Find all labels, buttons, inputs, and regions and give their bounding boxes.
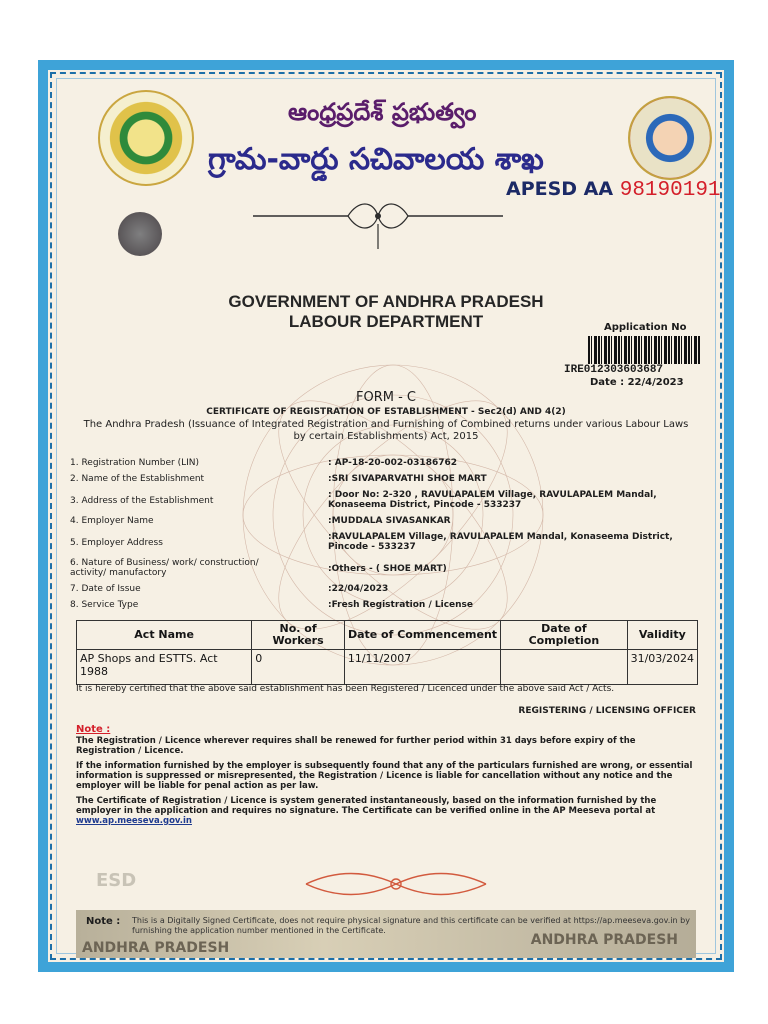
- certification-statement: It is hereby certified that the above said establishment has been Registered / Licenced under the above said Act / Acts.: [76, 684, 615, 694]
- cell-commencement: 11/11/2007: [344, 650, 500, 685]
- form-subtitle: CERTIFICATE OF REGISTRATION OF ESTABLISHMENT - Sec2(d) AND 4(2): [206, 407, 566, 417]
- barcode-icon: [588, 336, 700, 364]
- col-workers: No. of Workers: [252, 621, 345, 650]
- col-act-name: Act Name: [77, 621, 252, 650]
- hologram-sticker-icon: [118, 212, 162, 256]
- cm-photo-seal-icon: [628, 96, 712, 180]
- form-title: FORM - C: [356, 390, 416, 405]
- officer-title: REGISTERING / LICENSING OFFICER: [518, 706, 696, 716]
- bottom-flourish-icon: [296, 866, 496, 902]
- col-completion: Date of Completion: [501, 621, 627, 650]
- field-value: :MUDDALA SIVASANKAR: [328, 516, 451, 526]
- meeseva-link[interactable]: www.ap.meeseva.gov.in: [76, 816, 192, 826]
- field-value: : AP-18-20-002-03186762: [328, 458, 458, 468]
- field-label: 8. Service Type: [70, 600, 139, 610]
- note-label: Note :: [76, 724, 111, 735]
- note-item: If the information furnished by the employer is subsequently found that any of the particulars furnished are wrong, or essential information is suppressed or misrepresented, the Registration / Licence is liable for cancellation without any notice and the employer will be liable for penal action as per law.: [76, 761, 693, 791]
- table-header-row: [77, 621, 698, 650]
- ap-emblem-icon: [98, 90, 194, 186]
- dept-line1: GOVERNMENT OF ANDHRA PRADESH: [228, 292, 544, 311]
- footer-note-text: This is a Digitally Signed Certificate, does not require physical signature and this certificate can be verified at https://ap.meeseva.gov.in by furnishing the application number mentioned in the Certificate.: [132, 916, 690, 935]
- field-value: : Door No: 2-320 , RAVULAPALEM Village, RAVULAPALEM Mandal, Konaseema District, Pincode - 533237: [328, 490, 657, 510]
- application-label: Application No: [604, 322, 687, 333]
- cell-act-name: AP Shops and ESTTS. Act 1988: [77, 650, 252, 685]
- footer-note-label: Note :: [86, 916, 121, 927]
- field-label: 5. Employer Address: [70, 538, 163, 548]
- note-item: The Registration / Licence wherever requires shall be renewed for further period within 31 days before expiry of the Registration / Licence.: [76, 736, 636, 756]
- notes-block: [76, 736, 696, 831]
- esd-watermark: ESD: [96, 870, 137, 891]
- field-label: 3. Address of the Establishment: [70, 496, 214, 506]
- application-date: Date : 22/4/2023: [590, 377, 684, 388]
- serial-digits: 98190191: [619, 179, 721, 202]
- cell-completion: [501, 650, 627, 685]
- serial-number: [506, 178, 721, 202]
- dept-line2: LABOUR DEPARTMENT: [288, 312, 484, 331]
- field-value: :RAVULAPALEM Village, RAVULAPALEM Mandal, Konaseema District, Pincode - 533237: [328, 532, 673, 552]
- serial-prefix: APESD AA: [506, 178, 614, 200]
- col-commencement: Date of Commencement: [344, 621, 500, 650]
- acts-table: [76, 620, 698, 685]
- table-row: [77, 650, 698, 685]
- application-number: IRE012303603687: [564, 364, 664, 376]
- certificate: [38, 60, 734, 972]
- cell-validity: 31/03/2024: [627, 650, 697, 685]
- cell-workers: 0: [252, 650, 345, 685]
- footer-state-left: ANDHRA PRADESH: [82, 940, 230, 956]
- note-item-text: The Certificate of Registration / Licence is system generated instantaneously, based on the information furnished by the employer in the application and requires no signature. The Certificate can be verified online in the AP Meeseva portal at: [76, 796, 657, 816]
- field-value: :Others - ( SHOE MART): [328, 564, 447, 574]
- field-label: 6. Nature of Business/ work/ construction/ activity/ manufactory: [70, 558, 259, 578]
- col-validity: Validity: [627, 621, 697, 650]
- field-value: :SRI SIVAPARVATHI SHOE MART: [328, 474, 487, 484]
- field-value: :Fresh Registration / License: [328, 600, 474, 610]
- footer-band: [76, 910, 696, 958]
- act-description: The Andhra Pradesh (Issuance of Integrated Registration and Furnishing of Combined returns under various Labour Laws by certain Establishments) Act, 2015: [83, 419, 689, 442]
- note-item: [76, 796, 696, 826]
- telugu-dept-title: గ్రామ-వార్డు సచివాలయ శాఖ: [208, 142, 544, 177]
- field-label: 4. Employer Name: [70, 516, 154, 526]
- telugu-gov-title: ఆంధ్రప్రదేశ్ ప్రభుత్వం: [288, 98, 477, 126]
- footer-state-right: ANDHRA PRADESH: [530, 932, 678, 948]
- field-label: 2. Name of the Establishment: [70, 474, 205, 484]
- field-label: 7. Date of Issue: [70, 584, 141, 594]
- field-label: 1. Registration Number (LIN): [70, 458, 200, 468]
- field-value: :22/04/2023: [328, 584, 389, 594]
- flourish-ornament-icon: [248, 194, 508, 254]
